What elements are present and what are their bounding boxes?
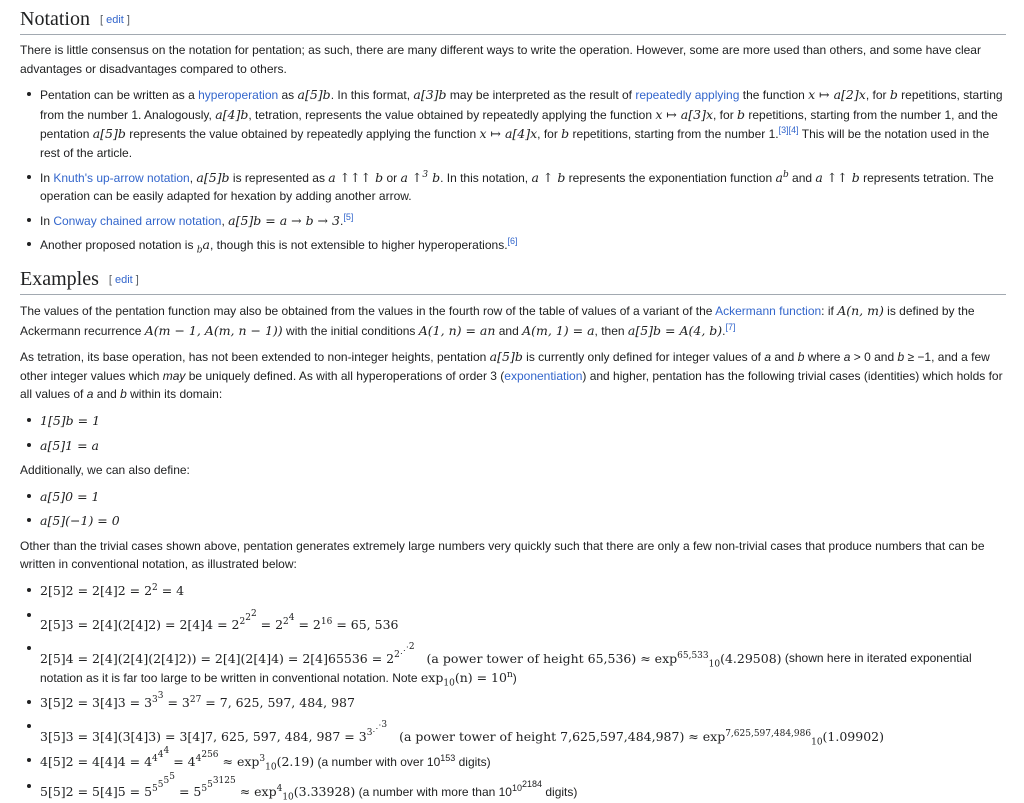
- text: digits): [455, 755, 491, 770]
- conway-chained-arrow-link[interactable]: Conway chained arrow notation: [53, 213, 222, 228]
- math-part: = 5: [174, 784, 202, 799]
- math: x ↦ a[3]x: [655, 106, 714, 122]
- math: a[5]b = a → b → 3: [228, 212, 340, 228]
- examples-paragraph-domain: [20, 347, 1006, 404]
- math: a[3]b: [413, 87, 447, 103]
- citation-ref[interactable]: [3][4]: [778, 125, 799, 136]
- superscript: 2: [250, 608, 257, 619]
- math: a[5]b: [92, 126, 126, 142]
- math: a ↑↑↑ b: [328, 169, 384, 185]
- superscript: [152, 690, 164, 705]
- citation-ref[interactable]: [7]: [725, 321, 736, 332]
- superscript: 16: [320, 616, 333, 627]
- list-item: [40, 436, 1006, 456]
- superscript: 3125: [212, 775, 236, 786]
- sup-part: 5: [152, 783, 158, 794]
- text: is represented as: [229, 170, 329, 185]
- math: a[5]b: [489, 349, 523, 365]
- math: [40, 608, 399, 632]
- text: represents the exponentiation function: [565, 170, 776, 185]
- math-part: 4[5]2 = 4[4]4 = 4: [40, 754, 153, 770]
- list-item: [40, 639, 1006, 687]
- math-part: b: [428, 169, 441, 185]
- additional-cases-list: [20, 487, 1006, 531]
- exponentiation-link[interactable]: exponentiation: [504, 368, 583, 383]
- superscript: 5: [169, 771, 175, 782]
- notation-list: [20, 85, 1006, 255]
- sup-part: 2: [245, 612, 251, 623]
- text: be uniquely defined. As with all hyperoperations of order 3 (: [185, 368, 505, 383]
- text: repetitions, starting from the number 1. Analogously,: [40, 88, 1003, 122]
- math: a[4]b: [215, 106, 249, 122]
- text: ,: [189, 170, 197, 185]
- text: , for: [537, 127, 562, 142]
- text: with the initial conditions: [282, 323, 419, 338]
- superscript: [394, 642, 415, 661]
- math-part: = 65, 536: [332, 616, 399, 632]
- text: , for: [865, 88, 890, 103]
- sup-part: 5: [207, 779, 213, 790]
- math: a[5]b: [297, 87, 331, 103]
- superscript: [157, 746, 170, 761]
- text: : if: [821, 303, 838, 318]
- math: 1[5]b = 1: [40, 412, 101, 428]
- math-part: 2[5]2 = 2[4]2 = 2: [40, 583, 153, 599]
- math-part: 3[5]2 = 3[4]3 = 3: [40, 694, 153, 710]
- math: x ↦ a[4]x: [479, 126, 538, 142]
- superscript: 4: [163, 746, 170, 757]
- sup-part: 2: [283, 616, 289, 627]
- subscript: 10: [265, 762, 277, 773]
- math-part: ≈ exp: [235, 784, 277, 799]
- math-part: ≈ exp: [684, 728, 726, 744]
- sup-part: ⋰: [372, 724, 382, 735]
- sup-part: 4: [195, 754, 202, 765]
- superscript: 3: [381, 720, 388, 731]
- superscript: n: [506, 670, 513, 680]
- text: as: [278, 88, 298, 103]
- superscript: [152, 746, 170, 765]
- text: may be interpreted as the result of: [446, 88, 636, 103]
- section-heading-notation: [20, 0, 1006, 35]
- text: represents the value obtained by repeatedly applying the function: [125, 127, 480, 142]
- math-part: (n) = 10: [454, 670, 507, 686]
- text: In: [40, 213, 54, 228]
- math-part: a ↑: [400, 169, 423, 185]
- text: ): [512, 671, 517, 686]
- italic-text: b: [797, 350, 805, 365]
- superscript: [399, 642, 415, 657]
- superscript: 7,625,597,484,986: [725, 728, 812, 739]
- superscript: [511, 779, 543, 793]
- superscript: 2184: [522, 779, 543, 789]
- math: [40, 642, 782, 670]
- text: (a number with more than 10: [355, 785, 512, 799]
- list-item: [40, 606, 1006, 635]
- math: b: [889, 87, 898, 103]
- text: , then: [594, 323, 628, 338]
- list-item: [40, 771, 1006, 803]
- italic-text: may: [162, 368, 186, 383]
- list-item: [40, 690, 1006, 713]
- superscript: 27: [189, 694, 202, 705]
- italic-text: a: [843, 350, 851, 365]
- sup-part: 4: [157, 750, 164, 761]
- text: within its domain:: [126, 387, 223, 402]
- text: (a number with over 10: [314, 755, 441, 770]
- subscript: 10: [708, 659, 721, 670]
- superscript: [195, 750, 219, 765]
- text: , though this is not extensible to higher hyperoperations.: [210, 238, 508, 253]
- section-heading-examples: [20, 261, 1006, 295]
- subscript: 10: [282, 792, 294, 803]
- math-part: 2[5]4 = 2[4](2[4](2[4]2)) = 2[4](2[4]4) = 2[4]65536 = 2: [40, 650, 395, 666]
- superscript: 256: [201, 750, 219, 761]
- list-item: [40, 85, 1006, 162]
- superscript: 65,533: [677, 650, 709, 661]
- edit-section-link-wrapper: [ edit ]: [100, 14, 130, 26]
- list-item: [40, 168, 1006, 206]
- math: A(m, 1) = a: [522, 322, 595, 338]
- edit-section-link[interactable]: edit: [115, 273, 133, 286]
- italic-text: b: [120, 387, 127, 402]
- sup-part: 2: [394, 650, 400, 661]
- notation-intro-paragraph: There is little consensus on the notation for pentation; as such, there are many different ways to write the operation. However, some are more used than others, and some have clear advantages or disadvantages compared to others.: [20, 43, 981, 76]
- superscript: [201, 775, 236, 794]
- examples-paragraph-ackermann: [20, 301, 1006, 340]
- superscript: [152, 771, 175, 794]
- superscript: [239, 608, 257, 627]
- text: ,: [221, 213, 229, 228]
- text: Another proposed notation is: [40, 238, 197, 253]
- math-part: 3[5]3 = 3[4](3[4]3) = 3[4]7, 625, 597, 484, 987 = 3: [40, 728, 367, 744]
- italic-text: a: [764, 350, 771, 365]
- text: , for: [713, 107, 738, 122]
- math-part: a: [775, 169, 783, 185]
- heading-text: Examples: [20, 267, 99, 290]
- ackermann-function-link[interactable]: Ackermann function: [715, 303, 822, 318]
- list-item: [40, 581, 1006, 601]
- math-part: = 3: [163, 694, 190, 710]
- sup-part: 10: [511, 783, 522, 793]
- text: digits): [542, 785, 578, 799]
- math-part: = 7, 625, 597, 484, 987: [201, 694, 355, 710]
- math: [400, 170, 440, 185]
- math: A(n, m): [837, 302, 884, 318]
- sup-part: 2: [239, 616, 246, 627]
- math: a[5]0 = 1: [40, 488, 100, 504]
- text: repetitions, starting from the number 1.: [569, 127, 779, 142]
- math: [420, 670, 513, 689]
- math: [40, 690, 355, 710]
- superscript: [157, 771, 175, 790]
- math: [196, 237, 210, 256]
- sup-part: 5: [163, 775, 170, 786]
- edit-section-link[interactable]: edit: [106, 14, 124, 26]
- math: [40, 771, 356, 803]
- math: a[5]1 = a: [40, 437, 99, 453]
- sup-part: 4: [152, 754, 158, 765]
- text: represents tetration. The operation can be easily adapted for hexation by adding another arrow.: [40, 170, 994, 204]
- math: [40, 720, 884, 747]
- math-part: exp: [420, 670, 444, 686]
- list-item: [40, 235, 1006, 255]
- list-item: [40, 717, 1006, 746]
- math-part: (3.33928): [293, 784, 356, 799]
- list-item: [40, 487, 1006, 507]
- text: The values of the pentation function may also be obtained from the values in the fourth row of the table of values of a variant of the: [20, 303, 716, 318]
- superscript: 3: [157, 690, 164, 701]
- math-part: ≈ exp: [636, 650, 678, 666]
- math-part: (2.19): [276, 754, 315, 770]
- math-part: (a power tower of height 65,536): [426, 650, 637, 666]
- italic-text: b: [897, 350, 905, 365]
- text: and: [771, 350, 798, 365]
- list-item: [40, 511, 1006, 531]
- superscript: b: [782, 169, 789, 180]
- list-item: [40, 411, 1006, 431]
- superscript: 153: [440, 753, 456, 764]
- math: [775, 170, 788, 185]
- superscript: 3: [422, 169, 429, 180]
- subscript: 10: [811, 737, 823, 747]
- text: , tetration, represents the value obtained by repeatedly applying the function: [248, 107, 656, 122]
- text: . In this format,: [330, 88, 414, 103]
- text: is defined by the Ackermann recurrence: [20, 303, 975, 338]
- math-part: ≈ exp: [218, 754, 260, 770]
- edit-section-link-wrapper: [ edit ]: [108, 273, 139, 286]
- math: A(1, n) = an: [418, 322, 496, 338]
- nontrivial-paragraph: Other than the trivial cases shown above, pentation generates extremely large numbers very quickly such that there are only a few non-trivial cases that produce numbers that can be written in conventional notation, as illustrated below:: [20, 538, 985, 572]
- math-part: 2[5]3 = 2[4](2[4]2) = 2[4]4 = 2: [40, 616, 240, 632]
- superscript: [163, 771, 175, 786]
- text: . In this notation,: [440, 170, 532, 185]
- math-part: = 2: [294, 616, 321, 632]
- text: where: [804, 350, 844, 365]
- math-part: = 4: [157, 583, 185, 599]
- superscript: [372, 720, 388, 735]
- math: a[5]b: [196, 169, 230, 185]
- math-part: = 2: [256, 616, 284, 632]
- superscript: 4: [276, 783, 283, 794]
- math: b: [561, 126, 570, 142]
- text: In: [40, 170, 54, 185]
- math-part: a: [202, 237, 210, 253]
- list-item: [40, 211, 1006, 231]
- math-part: = 4: [169, 754, 196, 770]
- math: [40, 746, 315, 773]
- superscript: [207, 775, 236, 790]
- subscript: b: [196, 245, 203, 256]
- heading-text: Notation: [20, 8, 90, 30]
- superscript: [245, 608, 257, 623]
- math: [40, 583, 184, 598]
- citation-ref[interactable]: [6]: [507, 236, 518, 247]
- text: .: [339, 213, 344, 228]
- nontrivial-cases-list: [20, 581, 1006, 802]
- math: A(m − 1, A(m, n − 1)): [144, 322, 283, 338]
- text: ≥ −1, and a few other integer values which: [20, 350, 990, 383]
- citation-ref[interactable]: [5]: [343, 211, 354, 222]
- additional-paragraph: Additionally, we can also define:: [20, 463, 190, 478]
- text: > 0 and: [850, 350, 898, 365]
- superscript: 2: [408, 642, 415, 653]
- text: .: [722, 323, 726, 338]
- superscript: 3: [259, 754, 266, 765]
- sup-part: ⋰: [399, 646, 409, 657]
- text: Pentation can be written as a: [40, 88, 199, 103]
- math-part: 5[5]2 = 5[4]5 = 5: [40, 784, 153, 799]
- math-part: (4.29508): [720, 650, 782, 666]
- repeatedly-applying-link[interactable]: repeatedly applying: [635, 88, 740, 103]
- sup-part: 5: [201, 783, 208, 794]
- text: As tetration, its base operation, has not been extended to non-integer heights, pentation: [20, 350, 490, 365]
- hyperoperation-link[interactable]: hyperoperation: [198, 88, 279, 103]
- text: the function: [739, 88, 809, 103]
- math-part: (1.09902): [822, 728, 884, 744]
- math: a ↑↑ b: [815, 169, 860, 185]
- math: a ↑ b: [531, 169, 566, 185]
- superscript: 4: [288, 612, 295, 623]
- superscript: [366, 720, 388, 739]
- italic-text: a: [86, 387, 94, 402]
- superscript: 2: [152, 582, 158, 593]
- math: x ↦ a[2]x: [808, 87, 866, 103]
- text: or: [383, 170, 401, 185]
- superscript: [283, 612, 295, 627]
- knuth-up-arrow-link[interactable]: Knuth's up-arrow notation: [53, 170, 190, 185]
- subscript: 10: [443, 678, 455, 689]
- text: is currently only defined for integer values of: [522, 350, 765, 365]
- math: a[5]b = A(4, b): [627, 322, 723, 338]
- sup-part: 5: [157, 779, 164, 790]
- sup-part: 3: [366, 728, 373, 739]
- trivial-cases-list: [20, 411, 1006, 455]
- sup-part: 3: [152, 694, 158, 705]
- math: a[5](−1) = 0: [40, 513, 120, 529]
- text: and: [93, 387, 121, 402]
- text: This will be the notation used in the rest of the article.: [40, 127, 990, 160]
- math-part: (a power tower of height 7,625,597,484,987): [399, 728, 685, 744]
- text: (shown here in iterated exponential notation as it is far too large to be written in conventional notation. Note: [40, 651, 972, 686]
- text: repetitions, starting from the number 1, and the pentation: [40, 107, 998, 142]
- list-item: [40, 746, 1006, 773]
- text: and: [495, 323, 523, 338]
- math: b: [737, 106, 746, 122]
- text: ) and higher, pentation has the following trivial cases (identities) which holds for all values of: [20, 368, 1003, 402]
- text: and: [788, 170, 816, 185]
